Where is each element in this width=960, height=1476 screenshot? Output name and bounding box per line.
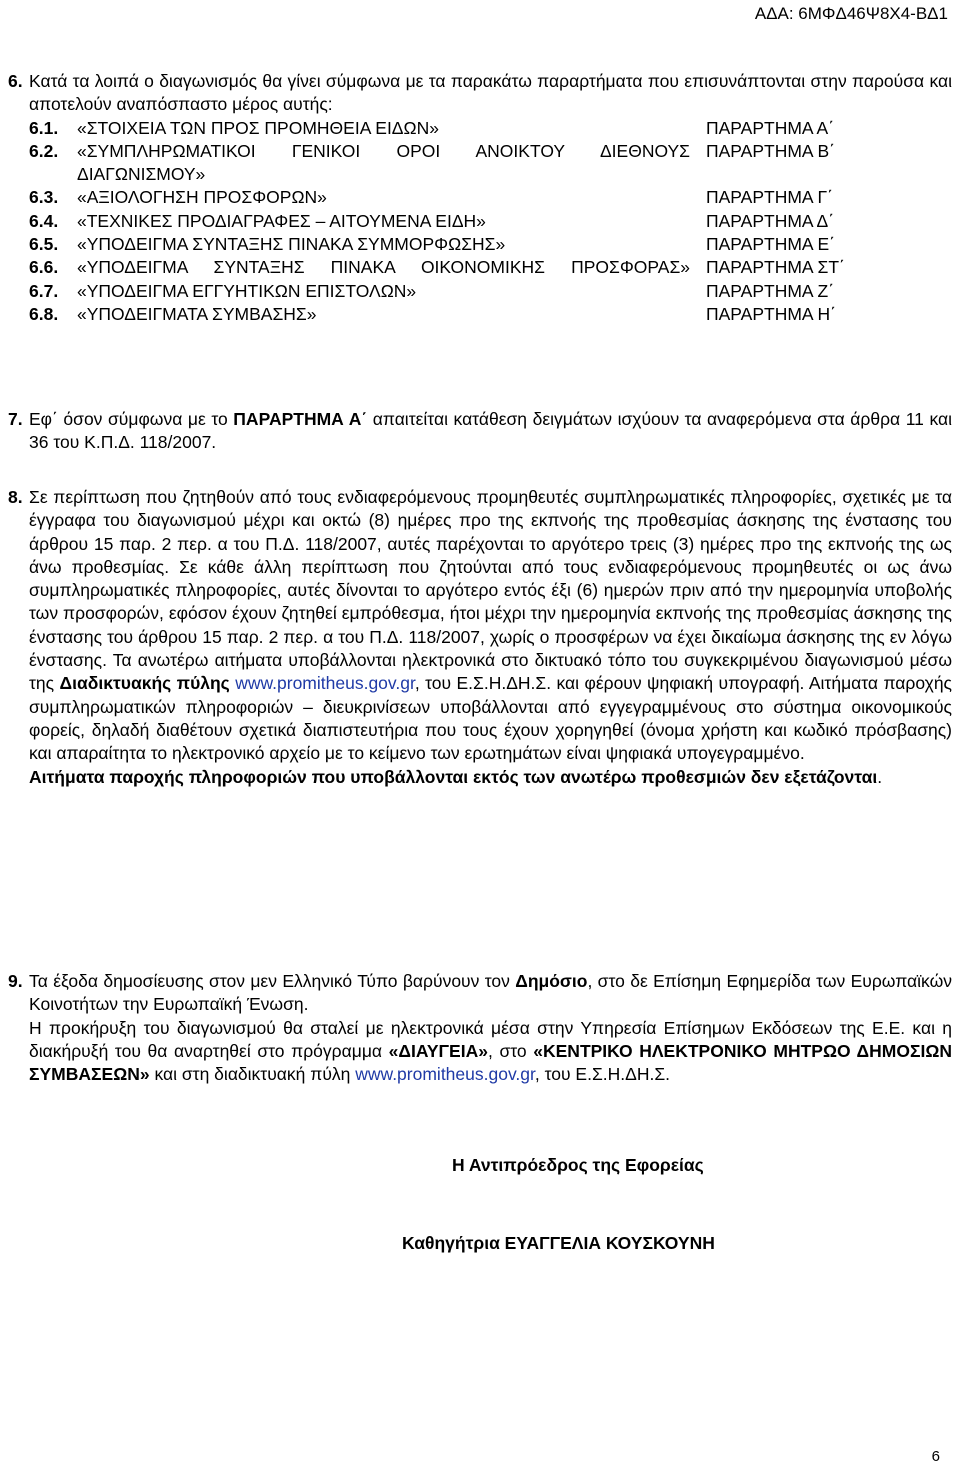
appendix-item xyxy=(0,186,960,209)
appendix-list xyxy=(0,117,960,327)
item-title: «ΥΠΟΔΕΙΓΜΑ ΕΓΓΥΗΤΙΚΩΝ ΕΠΙΣΤΟΛΩΝ» xyxy=(77,280,417,301)
signature-role: Η Αντιπρόεδρος της Εφορείας xyxy=(452,1155,704,1175)
appendix-item xyxy=(0,256,960,279)
item-title: «ΥΠΟΔΕΙΓΜΑ ΣΥΝΤΑΞΗΣ ΠΙΝΑΚΑ ΣΥΜΜΟΡΦΩΣΗΣ» xyxy=(77,234,506,255)
section-number: 6. xyxy=(8,71,23,91)
section-8-notice: Αιτήματα παροχής πληροφοριών που υποβάλλονται εκτός των ανωτέρω προθεσμιών δεν εξετάζονται. xyxy=(29,766,883,787)
item-title: «ΥΠΟΔΕΙΓΜΑ ΣΥΝΤΑΞΗΣ ΠΙΝΑΚΑ ΟΙΚΟΝΟΜΙΚΗΣ ΠΡΟΣΦΟΡΑΣ» xyxy=(77,257,690,278)
section-8-text: Σε περίπτωση που ζητηθούν από τους ενδιαφερόμενους προμηθευτές συμπληρωματικές πληροφορίες, σχετικές με τα έγγραφα του διαγωνισμού μέχρι και οκτώ (8) ημέρες προ της εκπνοής της προθεσμίας άσκησης της ένστασης του άρθρου 15 παρ. 2 περ. α του Π.Δ. 118/2007, αυτές παρέχονται το αργότερο τρεις (3) ημέρες προ της εκπνοής της ως άνω προθεσμίας. Σε κάθε άλλη περίπτωση που ζητούνται από τους ενδιαφερόμενους προμηθευτές οι ως άνω συμπληρωματικές πληροφορίες, αυτές δίνονται το αργότερο εντός έξι (6) ημερών πριν από την ημερομηνία υποβολής των προσφορών, εφόσον έχουν ζητηθεί εμπρόθεσμα, ήτοι μέχρι την ημερομηνία εκπνοής της προθεσμίας άσκησης της ένστασης του άρθρου 15 παρ. 2 περ. α του Π.Δ. 118/2007, χωρίς ο προσφέρων να έχει δικαίωμα άσκησης της εν λόγω ένστασης. Τα ανωτέρω αιτήματα υποβάλλονται ηλεκτρονικά στο δικτυακό τόπο του συγκεκριμένου διαγωνισμού μέσω της Διαδικτυακής πύλης www.promitheus.gov.gr, του Ε.Σ.Η.ΔΗ.Σ. και φέρουν ψηφιακή υπογραφή. Αιτήματα παροχής συμπληρωματικών πληροφοριών – διευκρινίσεων υποβάλλονται από εγγεγραμμένους στο σύστημα οικονομικούς φορείς, δηλαδή διαθέτουν σχετικά διαπιστευτήρια που τους έχουν χορηγηθεί (όνομα χρήστη και κωδικό πρόσβασης) και απαραίτητα το ηλεκτρονικό αρχείο με το κείμενο των ερωτημάτων είναι ψηφιακά υπογεγραμμένο. xyxy=(29,487,952,764)
page-number: 6 xyxy=(931,1448,940,1465)
item-appendix: ΠΑΡΑΡΤΗΜΑ Ε΄ xyxy=(706,234,836,255)
appendix-item xyxy=(0,280,960,303)
section-8 xyxy=(0,486,960,789)
item-number: 6.5. xyxy=(29,234,59,255)
item-appendix: ΠΑΡΑΡΤΗΜΑ Α΄ xyxy=(706,117,835,138)
item-number: 6.8. xyxy=(29,303,59,324)
item-title: «ΣΤΟΙΧΕΙΑ ΤΩΝ ΠΡΟΣ ΠΡΟΜΗΘΕΙΑ ΕΙΔΩΝ» xyxy=(77,117,439,138)
item-title: «ΣΥΜΠΛΗΡΩΜΑΤΙΚΟΙ ΓΕΝΙΚΟΙ ΟΡΟΙ ΑΝΟΙΚΤΟΥ ΔΙΕΘΝΟΥΣ ΔΙΑΓΩΝΙΣΜΟΥ» xyxy=(77,140,690,185)
signature-name: Καθηγήτρια ΕΥΑΓΓΕΛΙΑ ΚΟΥΣΚΟΥΝΗ xyxy=(402,1233,715,1253)
item-appendix: ΠΑΡΑΡΤΗΜΑ Β΄ xyxy=(706,140,836,161)
item-number: 6.2. xyxy=(29,140,59,161)
appendix-item xyxy=(0,210,960,233)
appendix-item xyxy=(0,117,960,140)
section-6 xyxy=(0,70,960,326)
item-appendix: ΠΑΡΑΡΤΗΜΑ Ζ΄ xyxy=(706,280,835,301)
section-9-paragraph-2: Η προκήρυξη του διαγωνισμού θα σταλεί με ηλεκτρονικά μέσα στην Υπηρεσία Επίσημων Εκδόσεων της Ε.Ε. και η διακήρυξή του θα αναρτηθεί στο πρόγραμμα «ΔΙΑΥΓΕΙΑ», στο «ΚΕΝΤΡΙΚΟ ΗΛΕΚΤΡΟΝΙΚΟ ΜΗΤΡΩΟ ΔΗΜΟΣΙΩΝ ΣΥΜΒΑΣΕΩΝ» και στη διαδικτυακή πύλη www.promitheus.gov.gr, του Ε.Σ.Η.ΔΗ.Σ. xyxy=(29,1017,953,1085)
section-7 xyxy=(0,408,960,455)
section-9 xyxy=(0,970,960,1086)
item-appendix: ΠΑΡΑΡΤΗΜΑ Η΄ xyxy=(706,303,836,324)
item-number: 6.7. xyxy=(29,280,59,301)
section-9-paragraph-1: Τα έξοδα δημοσίευσης στον μεν Ελληνικό Τύπο βαρύνουν τον Δημόσιο, στο δε Επίσημη Εφημερίδα των Ευρωπαϊκών Κοινοτήτων την Ευρωπαϊκή Ένωση. xyxy=(29,971,952,1015)
item-title: «ΤΕΧΝΙΚΕΣ ΠΡΟΔΙΑΓΡΑΦΕΣ – ΑΙΤΟΥΜΕΝΑ ΕΙΔΗ» xyxy=(77,210,486,231)
portal-label: Διαδικτυακής πύλης xyxy=(59,673,230,694)
item-title: «ΑΞΙΟΛΟΓΗΣΗ ΠΡΟΣΦΟΡΩΝ» xyxy=(77,187,327,208)
item-number: 6.3. xyxy=(29,187,59,208)
section-number: 8. xyxy=(8,487,23,507)
ada-code: ΑΔΑ: 6ΜΦΔ46Ψ8Χ4-ΒΔ1 xyxy=(754,4,948,23)
appendix-item xyxy=(0,233,960,256)
section-6-intro: Κατά τα λοιπά ο διαγωνισμός θα γίνει σύμφωνα με τα παρακάτω παραρτήματα που επισυνάπτονται στην παρούσα και αποτελούν αναπόσπαστο μέρος αυτής: xyxy=(29,71,952,115)
item-number: 6.1. xyxy=(29,117,59,138)
item-appendix: ΠΑΡΑΡΤΗΜΑ Γ΄ xyxy=(706,187,833,208)
item-appendix: ΠΑΡΑΡΤΗΜΑ Δ΄ xyxy=(706,210,835,231)
section-number: 7. xyxy=(8,409,23,429)
appendix-item xyxy=(0,140,960,187)
item-number: 6.6. xyxy=(29,257,59,278)
item-title: «ΥΠΟΔΕΙΓΜΑΤΑ ΣΥΜΒΑΣΗΣ» xyxy=(77,303,317,324)
section-7-text: Εφ΄ όσον σύμφωνα με το ΠΑΡΑΡΤΗΜΑ Α΄ απαιτείται κατάθεση δειγμάτων ισχύουν τα αναφερόμενα στα άρθρα 11 και 36 του Κ.Π.Δ. 118/2007. xyxy=(29,409,953,453)
item-appendix: ΠΑΡΑΡΤΗΜΑ ΣΤ΄ xyxy=(706,257,845,278)
promitheus-link[interactable]: www.promitheus.gov.gr xyxy=(355,1064,535,1085)
appendix-a-reference: ΠΑΡΑΡΤΗΜΑ Α΄ xyxy=(233,409,368,429)
item-number: 6.4. xyxy=(29,210,59,231)
section-number: 9. xyxy=(8,971,23,991)
promitheus-link[interactable]: www.promitheus.gov.gr xyxy=(235,673,415,694)
appendix-item xyxy=(0,303,960,326)
